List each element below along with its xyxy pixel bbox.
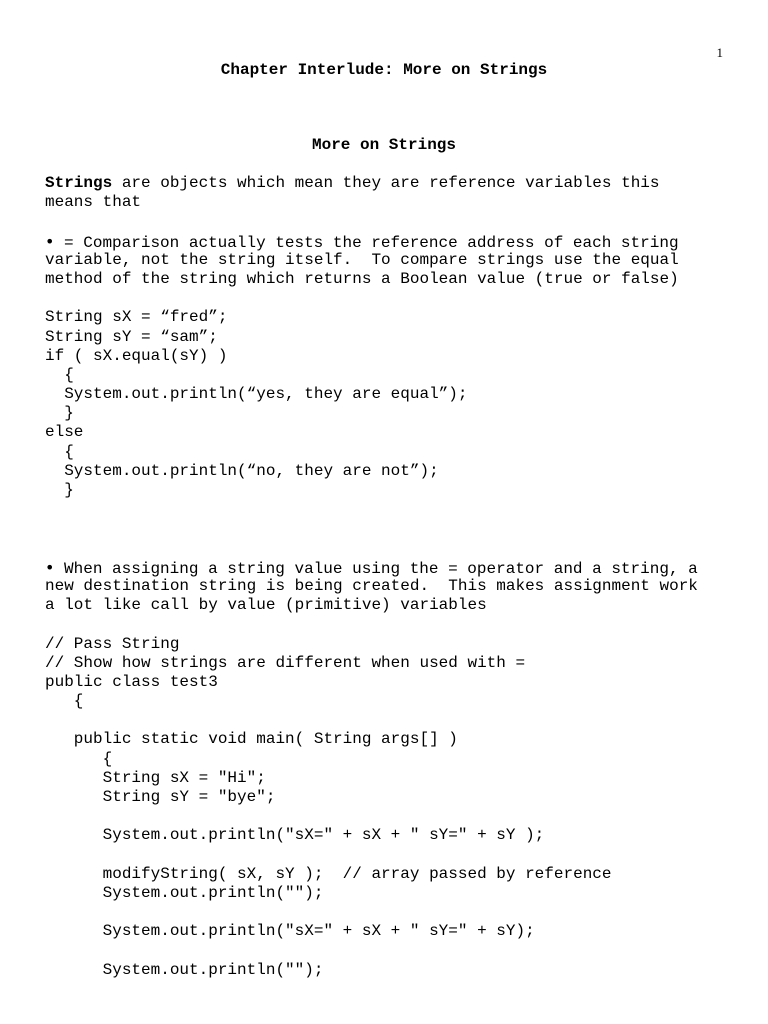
code-line: System.out.println(“yes, they are equal”); — [45, 385, 468, 404]
spacer — [45, 615, 735, 634]
bullet-icon: • — [45, 231, 55, 251]
code-line: String sX = "Hi"; — [45, 768, 266, 787]
code-line: String sX = “fred”; — [45, 308, 228, 327]
spacer — [45, 942, 735, 961]
body-text — [45, 174, 735, 980]
bullet1-line-2: variable, not the string itself. To compare strings use the equal — [45, 250, 679, 269]
section-title: More on Strings — [311, 136, 457, 154]
spacer — [45, 289, 735, 308]
code-line: String sY = "bye"; — [45, 788, 276, 807]
intro-line-2: means that — [45, 193, 142, 212]
chapter-title: Chapter Interlude: More on Strings — [220, 61, 548, 79]
code-line: else — [45, 423, 84, 442]
bullet-icon: • — [45, 557, 55, 577]
bullet1-text: = Comparison actually tests the reference address of each string — [54, 233, 679, 252]
spacer — [45, 500, 735, 558]
intro-line-1 — [45, 174, 735, 193]
code-line: // Show how strings are different when used with = — [45, 653, 526, 672]
code-line: System.out.println("sX=" + sX + " sY=" + sY ); — [45, 826, 545, 845]
intro-rest: are objects which mean they are reference variables this — [112, 174, 660, 192]
code-line: System.out.println(""); — [45, 883, 324, 902]
spacer — [45, 212, 735, 231]
intro-bold-word: Strings — [45, 174, 113, 192]
spacer — [45, 711, 735, 730]
spacer — [45, 807, 735, 826]
bullet1-line-3: method of the string which returns a Boolean value (true or false) — [45, 269, 679, 288]
bullet2-line-3: a lot like call by value (primitive) variables — [45, 596, 487, 615]
bullet1-line-1 — [45, 232, 735, 251]
code-block-1 — [45, 308, 735, 500]
spacer — [45, 846, 735, 865]
code-block-2 — [45, 635, 735, 980]
code-line: modifyString( sX, sY ); // array passed by reference — [45, 864, 612, 883]
code-line: { — [45, 365, 74, 384]
bullet2-line-1 — [45, 558, 735, 577]
code-line: System.out.println(""); — [45, 960, 324, 979]
bullet2-text: When assigning a string value using the = operator and a string, a — [54, 559, 698, 578]
code-line: System.out.println("sX=" + sX + " sY=" + sY); — [45, 922, 535, 941]
code-line: if ( sX.equal(sY) ) — [45, 346, 228, 365]
code-line: public static void main( String args[] ) — [45, 730, 458, 749]
code-line: { — [45, 442, 74, 461]
code-line: } — [45, 481, 74, 499]
code-line: public class test3 — [45, 672, 218, 691]
code-line: String sY = “sam”; — [45, 327, 218, 346]
code-line: // Pass String — [45, 634, 180, 653]
code-line: { — [45, 692, 84, 711]
code-line: System.out.println(“no, they are not”); — [45, 461, 439, 480]
spacer — [45, 903, 735, 922]
page-number: 1 — [716, 45, 723, 60]
bullet2-line-2: new destination string is being created. This makes assignment work — [45, 576, 698, 595]
code-line: { — [45, 749, 113, 768]
code-line: } — [45, 404, 74, 423]
